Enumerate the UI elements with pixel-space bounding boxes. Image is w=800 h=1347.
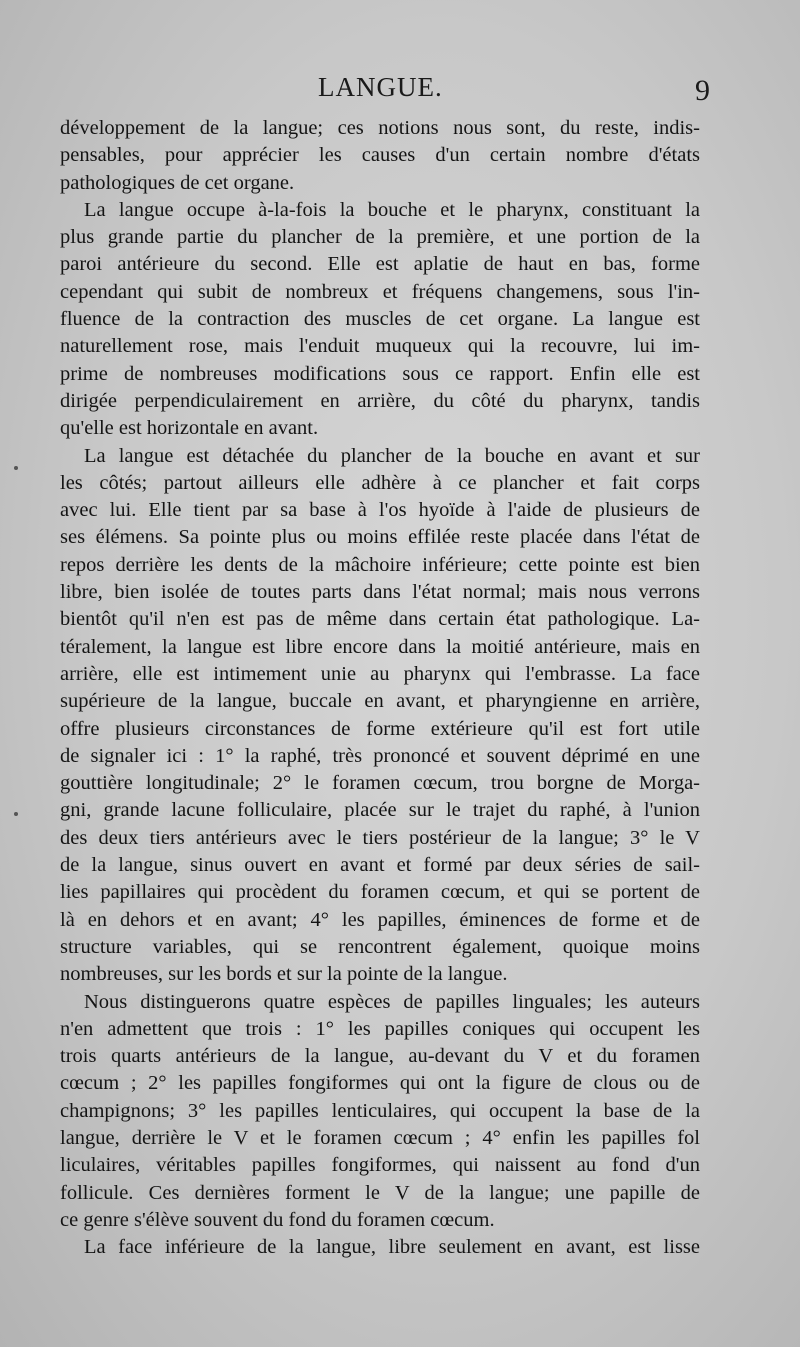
margin-speck	[14, 812, 18, 816]
text-line: cependant qui subit de nombreux et fréquens changemens, sous l'in-	[60, 280, 700, 303]
text-line: repos derrière les dents de la mâchoire inférieure; cette pointe est bien	[60, 553, 700, 576]
text-line: champignons; 3° les papilles lenticulaires, qui occupent la base de la	[60, 1099, 700, 1122]
text-line: ce genre s'élève souvent du fond du foramen cœcum.	[60, 1208, 495, 1231]
text-line: paroi antérieure du second. Elle est aplatie de haut en bas, forme	[60, 253, 700, 276]
text-line: qu'elle est horizontale en avant.	[60, 417, 319, 440]
text-line: développement de la langue; ces notions nous sont, du reste, indis-	[60, 117, 700, 139]
text-line: cœcum ; 2° les papilles fongiformes qui ont la figure de clous ou de	[60, 1072, 700, 1095]
text-line: langue, derrière le V et le foramen cœcum ; 4° enfin les papilles fol	[60, 1126, 700, 1149]
text-line: téralement, la langue est libre encore dans la moitié antérieure, mais en	[60, 635, 700, 658]
text-line: ses élémens. Sa pointe plus ou moins effilée reste placée dans l'état de	[60, 526, 700, 549]
text-line: La face inférieure de la langue, libre seulement en avant, est lisse	[84, 1236, 700, 1259]
text-line: arrière, elle est intimement unie au pharynx qui l'embrasse. La face	[60, 662, 700, 685]
text-line: structure variables, qui se rencontrent également, quoique moins	[60, 935, 700, 958]
running-title: LANGUE.	[318, 72, 443, 102]
text-line: nombreuses, sur les bords et sur la pointe de la langue.	[60, 963, 508, 986]
text-line: offre plusieurs circonstances de forme extérieure qu'il est fort utile	[60, 717, 700, 740]
text-line: lies papillaires qui procèdent du foramen cœcum, et qui se portent de	[60, 881, 700, 904]
text-line: n'en admettent que trois : 1° les papilles coniques qui occupent les	[60, 1017, 700, 1040]
page-header	[60, 72, 710, 112]
text-line: gni, grande lacune folliculaire, placée sur le trajet du raphé, à l'union	[60, 799, 700, 822]
text-line: avec lui. Elle tient par sa base à l'os hyoïde à l'aide de plusieurs de	[60, 499, 700, 522]
text-line: La langue est détachée du plancher de la bouche en avant et sur	[84, 444, 700, 467]
text-line: fluence de la contraction des muscles de cet organe. La langue est	[60, 308, 700, 331]
text-line: bientôt qu'il n'en est pas de même dans certain état pathologique. La-	[60, 608, 700, 631]
text-line: plus grande partie du plancher de la première, et une portion de la	[60, 226, 700, 249]
text-line: follicule. Ces dernières forment le V de la langue; une papille de	[60, 1181, 700, 1204]
text-line: Nous distinguerons quatre espèces de papilles linguales; les auteurs	[84, 990, 700, 1013]
text-line: trois quarts antérieurs de la langue, au-devant du V et du foramen	[60, 1045, 700, 1068]
text-line: La langue occupe à-la-fois la bouche et le pharynx, constituant la	[84, 198, 700, 221]
text-line: prime de nombreuses modifications sous ce rapport. Enfin elle est	[60, 362, 700, 385]
text-line: supérieure de la langue, buccale en avant, et pharyngienne en arrière,	[60, 690, 700, 713]
text-line: dirigée perpendiculairement en arrière, du côté du pharynx, tandis	[60, 389, 700, 412]
body-text	[60, 115, 700, 1261]
text-line: liculaires, véritables papilles fongiformes, qui naissent au fond d'un	[60, 1154, 700, 1177]
text-line: pathologiques de cet organe.	[60, 171, 295, 194]
margin-speck	[14, 466, 18, 470]
text-line: gouttière longitudinale; 2° le foramen cœcum, trou borgne de Morga-	[60, 772, 700, 795]
page-number: 9	[695, 74, 710, 107]
text-line: libre, bien isolée de toutes parts dans l'état normal; mais nous verrons	[60, 581, 700, 604]
text-line: de signaler ici : 1° la raphé, très prononcé et souvent déprimé en une	[60, 744, 700, 767]
text-line: des deux tiers antérieurs avec le tiers postérieur de la langue; 3° le V	[60, 826, 700, 849]
text-line: naturellement rose, mais l'enduit muqueux qui la recouvre, lui im-	[60, 335, 700, 358]
text-line: là en dehors et en avant; 4° les papilles, éminences de forme et de	[60, 908, 700, 931]
text-line: les côtés; partout ailleurs elle adhère à ce plancher et fait corps	[60, 471, 700, 494]
text-line: de la langue, sinus ouvert en avant et formé par deux séries de sail-	[60, 854, 700, 877]
text-line: pensables, pour apprécier les causes d'un certain nombre d'états	[60, 144, 700, 167]
